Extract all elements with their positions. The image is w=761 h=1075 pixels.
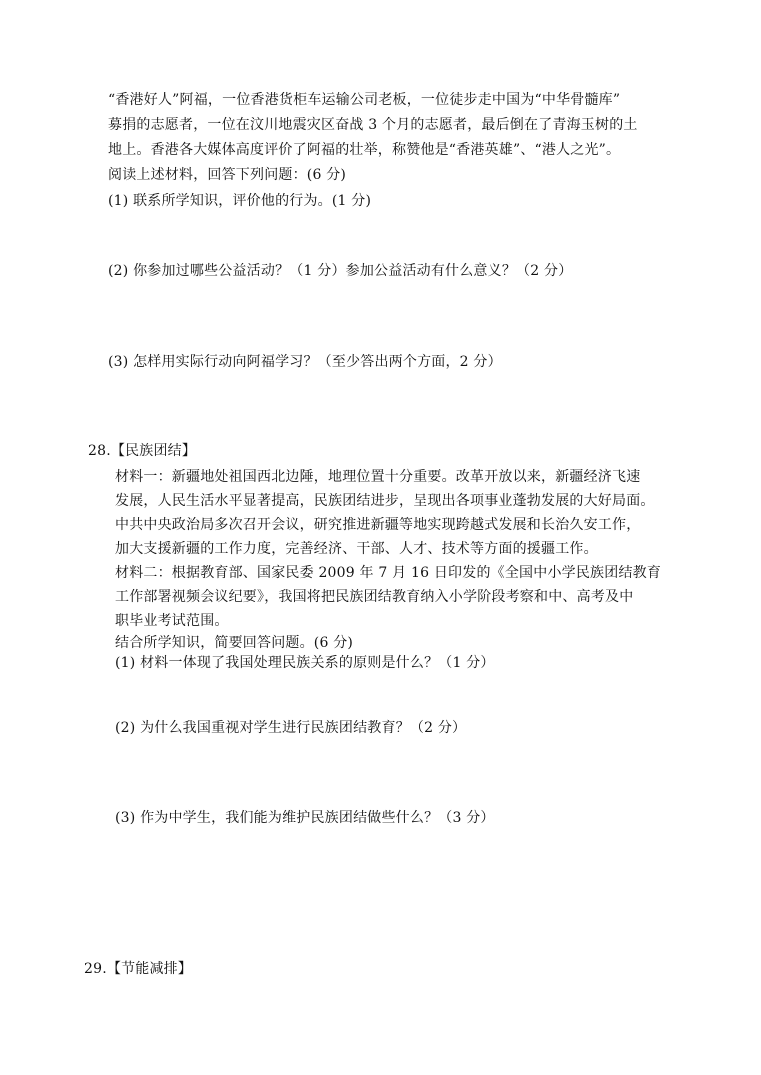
q28-material-line-4: 加大支援新疆的工作力度，完善经济、干部、人才、技术等方面的援疆工作。 (115, 541, 598, 557)
q28-material-line-5: 材料二：根据教育部、国家民委 2009 年 7 月 16 日印发的《全国中小学民族团结教育 (115, 565, 662, 581)
q28-instruction: 结合所学知识，简要回答问题。(6 分) (115, 635, 354, 651)
q28-material-line-7: 职毕业考试范围。 (115, 613, 229, 629)
q27-question-3: (3) 怎样用实际行动向阿福学习？（至少答出两个方面，2 分） (108, 354, 502, 370)
q28-question-2: (2) 为什么我国重视对学生进行民族团结教育？（2 分） (115, 720, 467, 736)
q27-question-2: (2) 你参加过哪些公益活动？（1 分）参加公益活动有什么意义？（2 分） (108, 263, 573, 279)
q29-heading: 29.【节能减排】 (84, 961, 193, 977)
q27-question-1: (1) 联系所学知识，评价他的行为。(1 分) (108, 193, 372, 209)
q28-question-3: (3) 作为中学生，我们能为维护民族团结做些什么？（3 分） (115, 810, 495, 826)
q28-material-line-6: 工作部署视频会议纪要》，我国将把民族团结教育纳入小学阶段考察和中、高考及中 (115, 589, 634, 605)
q27-material-line-1: “香港好人”阿福，一位香港货柜车运输公司老板，一位徒步走中国为“中华骨髓库” (108, 92, 621, 108)
q28-material-line-1: 材料一：新疆地处祖国西北边陲，地理位置十分重要。改革开放以来，新疆经济飞速 (115, 469, 641, 485)
q28-material-line-2: 发展，人民生活水平显著提高，民族团结进步，呈现出各项事业蓬勃发展的大好局面。 (115, 493, 655, 509)
q27-material-line-3: 地上。香港各大媒体高度评价了阿福的壮举，称赞他是“香港英雄”、“港人之光”。 (108, 142, 621, 158)
q28-material-line-3: 中共中央政治局多次召开会议，研究推进新疆等地实现跨越式发展和长治久安工作， (115, 517, 641, 533)
q27-instruction: 阅读上述材料，回答下列问题：(6 分) (108, 167, 347, 183)
q27-material-line-2: 募捐的志愿者，一位在汶川地震灾区奋战 3 个月的志愿者，最后倒在了青海玉树的土 (108, 117, 638, 133)
q28-heading: 28.【民族团结】 (88, 443, 197, 459)
q28-question-1: (1) 材料一体现了我国处理民族关系的原则是什么？（1 分） (115, 655, 495, 671)
